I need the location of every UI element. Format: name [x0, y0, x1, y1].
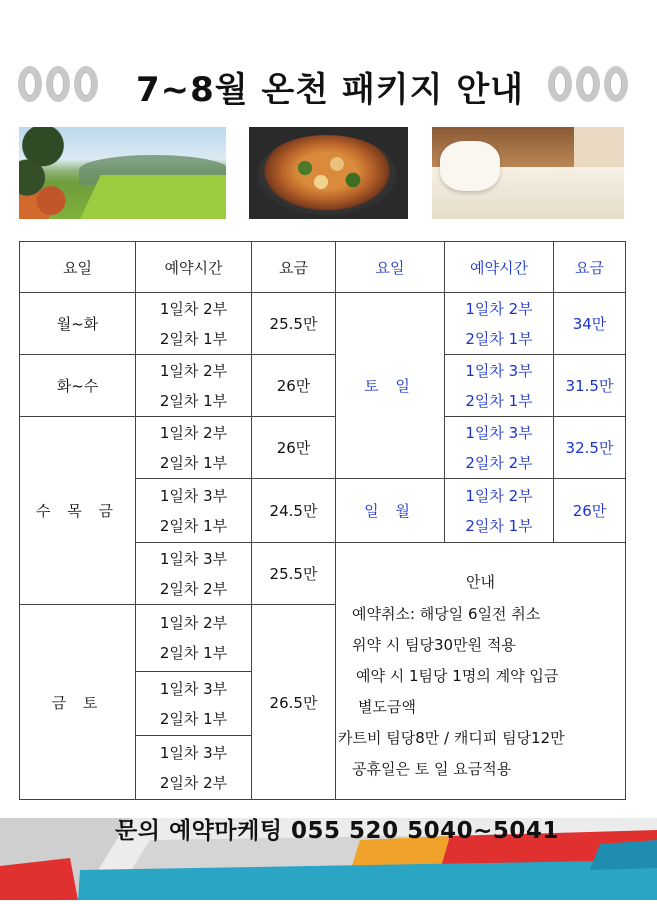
header-price-weekend: 요금: [554, 242, 626, 293]
day-cell: 월~화: [20, 293, 136, 355]
price-cell-weekend: 31.5만: [554, 355, 626, 417]
price-cell-weekend: 26만: [554, 479, 626, 543]
time-cell-weekend: 1일차 3부 2일차 1부: [445, 355, 554, 417]
ring-icon: [74, 66, 98, 102]
day-cell: 수 목 금: [20, 417, 136, 605]
time-cell-weekend: 1일차 2부 2일차 1부: [445, 479, 554, 543]
day-cell: 금 토: [20, 605, 136, 800]
notice-line: 카트비 팀당8만 / 캐디피 팀당12만: [338, 729, 565, 747]
page-title: 7~8월 온천 패키지 안내: [135, 70, 525, 110]
time-cell: 1일차 2부 2일차 1부: [136, 355, 252, 417]
notice-title: 안내: [466, 573, 495, 591]
ring-icon: [46, 66, 70, 102]
price-cell: 26.5만: [252, 605, 336, 800]
golf-course-photo: [19, 127, 226, 219]
header-time-weekend: 예약시간: [445, 242, 554, 293]
header-price: 요금: [252, 242, 336, 293]
notice-line: 별도금액: [358, 698, 416, 716]
time-cell: 1일차 3부 2일차 1부: [136, 672, 252, 736]
price-cell-weekend: 34만: [554, 293, 626, 355]
contact-info: 문의 예약마케팅 055 520 5040~5041: [115, 818, 559, 844]
time-cell: 1일차 3부 2일차 2부: [136, 543, 252, 605]
table-row: [20, 417, 626, 479]
price-cell: 26만: [252, 417, 336, 479]
notice-line: 예약 시 1팀당 1명의 계약 입금: [356, 667, 559, 685]
header: [0, 62, 657, 118]
day-cell-weekend: 토 일: [336, 293, 445, 479]
price-cell: 25.5만: [252, 293, 336, 355]
day-cell: 화~수: [20, 355, 136, 417]
price-cell-weekend: 32.5만: [554, 417, 626, 479]
notice-line: 위약 시 팀당30만원 적용: [352, 636, 516, 654]
notice-box: [336, 543, 626, 800]
header-day-weekend: 요일: [336, 242, 445, 293]
time-cell: 1일차 3부 2일차 1부: [136, 479, 252, 543]
time-cell-weekend: 1일차 3부 2일차 2부: [445, 417, 554, 479]
day-cell-weekend: 일 월: [336, 479, 445, 543]
notice-line: 공휴일은 토 일 요금적용: [352, 760, 512, 778]
ring-ornament-right: [548, 66, 628, 102]
price-cell: 26만: [252, 355, 336, 417]
ring-icon: [604, 66, 628, 102]
ring-icon: [576, 66, 600, 102]
table-header-row: [20, 242, 626, 293]
time-cell: 1일차 2부 2일차 1부: [136, 417, 252, 479]
stew-photo: [249, 127, 408, 219]
time-cell: 1일차 2부 2일차 1부: [136, 605, 252, 672]
ring-icon: [18, 66, 42, 102]
ring-ornament-left: [18, 66, 98, 102]
table-row: [20, 355, 626, 417]
time-cell-weekend: 1일차 2부 2일차 1부: [445, 293, 554, 355]
header-day: 요일: [20, 242, 136, 293]
price-cell: 25.5만: [252, 543, 336, 605]
hotel-room-photo: [432, 127, 624, 219]
price-cell: 24.5만: [252, 479, 336, 543]
table-row: [20, 293, 626, 355]
ring-icon: [548, 66, 572, 102]
time-cell: 1일차 2부 2일차 1부: [136, 293, 252, 355]
time-cell: 1일차 3부 2일차 2부: [136, 736, 252, 800]
notice-line: 예약취소: 해당일 6일전 취소: [352, 605, 541, 623]
price-table: [19, 241, 626, 800]
header-time: 예약시간: [136, 242, 252, 293]
